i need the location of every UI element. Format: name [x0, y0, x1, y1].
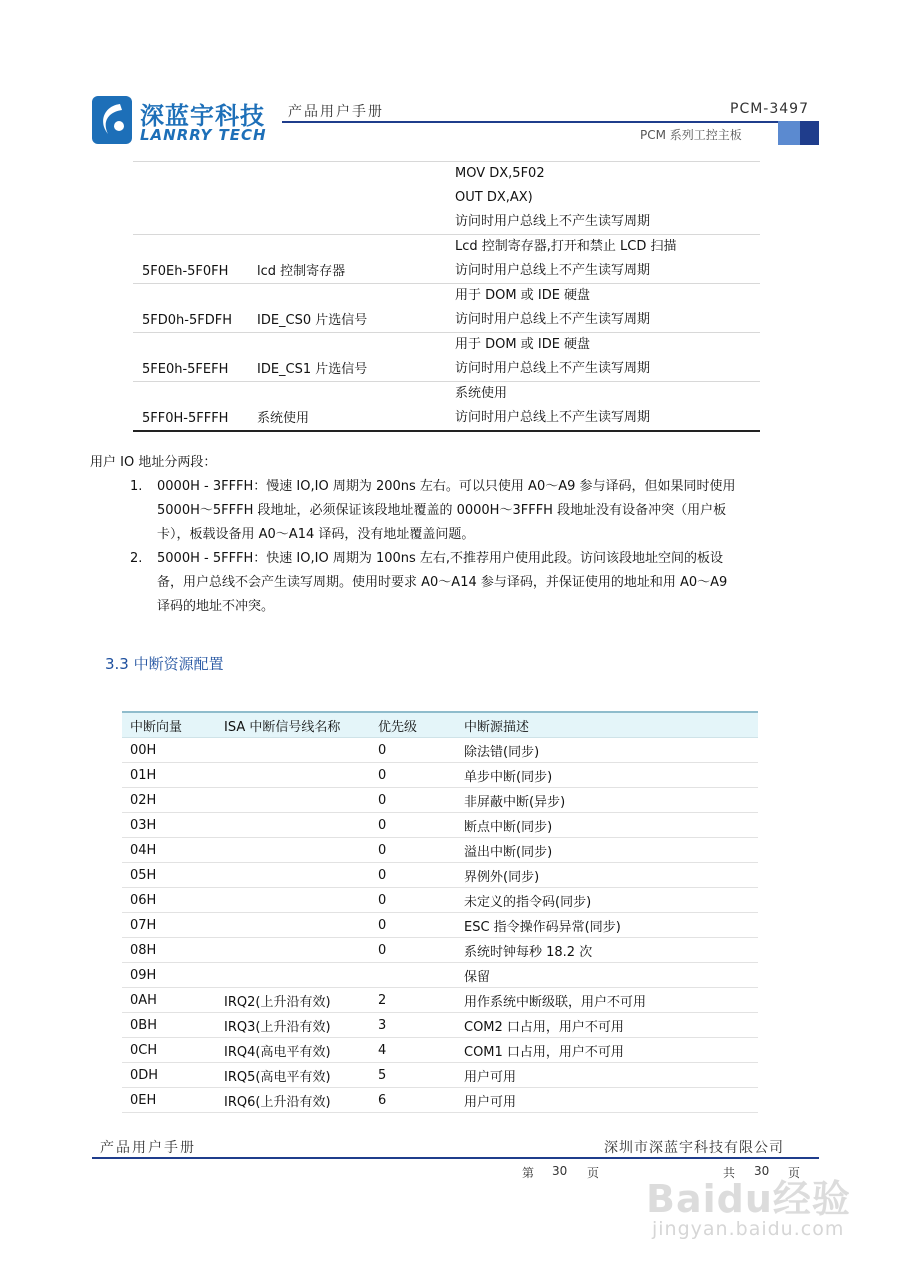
interrupt-vector: 0DH: [122, 1063, 216, 1088]
interrupt-vector: 0BH: [122, 1013, 216, 1038]
isa-irq-name: [216, 963, 370, 988]
isa-irq-name: [216, 838, 370, 863]
table-row: [122, 913, 758, 938]
priority: 0: [370, 888, 456, 913]
io-desc: [455, 162, 760, 234]
table-row: [133, 381, 760, 432]
page-prefix: 第: [522, 1166, 535, 1180]
table-row: [122, 1013, 758, 1038]
table-row: [122, 938, 758, 963]
header-divider: [282, 121, 819, 123]
priority: 2: [370, 988, 456, 1013]
io-address-table: [133, 161, 760, 432]
list-item-line: 卡），板载设备用 A0～A14 译码，没有地址覆盖问题。: [157, 527, 475, 542]
io-range: 5FD0h-5FDFH: [142, 313, 232, 328]
interrupt-source: 用户可用: [456, 1088, 758, 1113]
priority: [370, 963, 456, 988]
interrupt-vector: 04H: [122, 838, 216, 863]
logo-text-en: LANRRY TECH: [140, 126, 267, 144]
interrupt-source: ESC 指令操作码异常(同步): [456, 913, 758, 938]
column-header: 中断源描述: [456, 712, 758, 738]
interrupt-source: 系统时钟每秒 18.2 次: [456, 938, 758, 963]
table-row: [122, 1088, 758, 1113]
io-desc: [455, 333, 760, 381]
list-item-line: 0000H - 3FFFH：慢速 IO,IO 周期为 200ns 左右。可以只使用 A0～A9 参与译码，但如果同时使用: [157, 479, 736, 494]
interrupt-source: 未定义的指令码(同步): [456, 888, 758, 913]
interrupt-source: 用户可用: [456, 1063, 758, 1088]
total-prefix: 共: [723, 1166, 736, 1180]
interrupt-source: 单步中断(同步): [456, 763, 758, 788]
column-header: 中断向量: [122, 712, 216, 738]
io-desc-line: 访问时用户总线上不产生读写周期: [455, 214, 651, 229]
header-accent-block-dark: [800, 121, 819, 145]
interrupt-vector: 05H: [122, 863, 216, 888]
interrupt-vector: 09H: [122, 963, 216, 988]
priority: 6: [370, 1088, 456, 1113]
interrupt-vector: 0CH: [122, 1038, 216, 1063]
column-header: ISA 中断信号线名称: [216, 712, 370, 738]
isa-irq-name: [216, 888, 370, 913]
page-number: 30: [552, 1164, 568, 1178]
priority: 0: [370, 788, 456, 813]
io-desc-line: 访问时用户总线上不产生读写周期: [455, 312, 651, 327]
interrupt-vector: 03H: [122, 813, 216, 838]
interrupt-vector: 0EH: [122, 1088, 216, 1113]
table-header-row: [122, 712, 758, 738]
io-name: IDE_CS1 片选信号: [257, 362, 368, 377]
list-number: 2.: [130, 551, 143, 566]
total-unit: 页: [788, 1166, 801, 1180]
header-title: 产品用户手册: [288, 104, 384, 120]
interrupt-source: 断点中断(同步): [456, 813, 758, 838]
interrupt-vector: 01H: [122, 763, 216, 788]
io-name: 系统使用: [257, 411, 310, 426]
header-subtitle: PCM 系列工控主板: [640, 128, 742, 142]
interrupt-vector: 00H: [122, 738, 216, 763]
io-desc-line: MOV DX,5F02: [455, 166, 545, 181]
footer-company: 深圳市深蓝宇科技有限公司: [604, 1140, 784, 1156]
interrupt-vector: 02H: [122, 788, 216, 813]
total-pages: 30: [754, 1164, 770, 1178]
logo-text-cn: 深蓝宇科技: [140, 102, 265, 130]
io-name: IDE_CS0 片选信号: [257, 313, 368, 328]
interrupt-source: 保留: [456, 963, 758, 988]
priority: 0: [370, 763, 456, 788]
interrupt-source: 用作系统中断级联，用户不可用: [456, 988, 758, 1013]
isa-irq-name: IRQ6(上升沿有效): [216, 1088, 370, 1113]
isa-irq-name: [216, 738, 370, 763]
io-range: 5FF0H-5FFFH: [142, 411, 229, 426]
table-row: [122, 1063, 758, 1088]
table-row: [122, 888, 758, 913]
isa-irq-name: IRQ4(高电平有效): [216, 1038, 370, 1063]
isa-irq-name: [216, 913, 370, 938]
isa-irq-name: [216, 938, 370, 963]
priority: 3: [370, 1013, 456, 1038]
io-desc: [455, 284, 760, 332]
watermark-url: jingyan.baidu.com: [652, 1218, 845, 1240]
list-number: 1.: [130, 479, 143, 494]
isa-irq-name: [216, 813, 370, 838]
isa-irq-name: IRQ3(上升沿有效): [216, 1013, 370, 1038]
isa-irq-name: [216, 788, 370, 813]
isa-irq-name: IRQ2(上升沿有效): [216, 988, 370, 1013]
list-item-line: 译码的地址不冲突。: [157, 599, 275, 614]
section-title: 3.3 中断资源配置: [105, 655, 224, 673]
interrupt-source: 除法错(同步): [456, 738, 758, 763]
priority: 0: [370, 838, 456, 863]
table-row: [122, 763, 758, 788]
priority: 5: [370, 1063, 456, 1088]
watermark-brand: Baidu经验: [646, 1177, 851, 1221]
table-row: [122, 788, 758, 813]
io-range: 5FE0h-5FEFH: [142, 362, 229, 377]
priority: 0: [370, 738, 456, 763]
interrupt-source: COM2 口占用，用户不可用: [456, 1013, 758, 1038]
table-row: [122, 813, 758, 838]
io-desc-line: OUT DX,AX): [455, 190, 533, 205]
isa-irq-name: [216, 763, 370, 788]
io-desc-line: 访问时用户总线上不产生读写周期: [455, 263, 651, 278]
io-notes-intro: 用户 IO 地址分两段：: [90, 455, 217, 470]
isa-irq-name: [216, 863, 370, 888]
company-logo-icon: [92, 96, 132, 144]
io-range: 5F0Eh-5F0FH: [142, 264, 229, 279]
io-desc-line: 用于 DOM 或 IDE 硬盘: [455, 337, 591, 352]
interrupt-vector: 08H: [122, 938, 216, 963]
io-desc-line: Lcd 控制寄存器,打开和禁止 LCD 扫描: [455, 239, 677, 254]
footer-title: 产品用户手册: [100, 1140, 196, 1156]
list-item-line: 5000H～5FFFH 段地址，必须保证该段地址覆盖的 0000H～3FFFH 段地址没有设备冲突（用户板: [157, 503, 727, 518]
header-model: PCM-3497: [730, 101, 809, 117]
io-desc-line: 系统使用: [455, 386, 508, 401]
priority: 0: [370, 913, 456, 938]
table-row: [122, 1038, 758, 1063]
io-desc-line: 访问时用户总线上不产生读写周期: [455, 410, 651, 425]
interrupt-table-body: [122, 738, 758, 1113]
column-header: 优先级: [370, 712, 456, 738]
table-row: [122, 963, 758, 988]
interrupt-source: 非屏蔽中断(异步): [456, 788, 758, 813]
interrupt-source: COM1 口占用，用户不可用: [456, 1038, 758, 1063]
priority: 0: [370, 938, 456, 963]
list-item: [157, 547, 757, 619]
io-desc: [455, 382, 760, 430]
interrupt-source: 溢出中断(同步): [456, 838, 758, 863]
interrupt-vector: 07H: [122, 913, 216, 938]
table-row: [122, 738, 758, 763]
priority: 4: [370, 1038, 456, 1063]
list-item-line: 备，用户总线不会产生读写周期。使用时要求 A0～A14 参与译码，并保证使用的地址和用 A0～A9: [157, 575, 728, 590]
io-name: lcd 控制寄存器: [257, 264, 346, 279]
io-desc-line: 访问时用户总线上不产生读写周期: [455, 361, 651, 376]
table-row: [133, 161, 760, 234]
table-row: [122, 988, 758, 1013]
interrupt-source: 界例外(同步): [456, 863, 758, 888]
table-row: [122, 838, 758, 863]
priority: 0: [370, 813, 456, 838]
table-row: [133, 332, 760, 381]
page-unit: 页: [587, 1166, 600, 1180]
io-desc-line: 用于 DOM 或 IDE 硬盘: [455, 288, 591, 303]
table-row: [122, 863, 758, 888]
list-item-line: 5000H - 5FFFH：快速 IO,IO 周期为 100ns 左右,不推荐用户使用此段。访问该段地址空间的板设: [157, 551, 724, 566]
footer-divider: [92, 1157, 819, 1159]
interrupt-vector: 0AH: [122, 988, 216, 1013]
isa-irq-name: IRQ5(高电平有效): [216, 1063, 370, 1088]
interrupt-table: [122, 711, 758, 1113]
table-row: [133, 234, 760, 283]
interrupt-vector: 06H: [122, 888, 216, 913]
list-item: [157, 475, 757, 547]
table-row: [133, 283, 760, 332]
priority: 0: [370, 863, 456, 888]
io-desc: [455, 235, 760, 283]
